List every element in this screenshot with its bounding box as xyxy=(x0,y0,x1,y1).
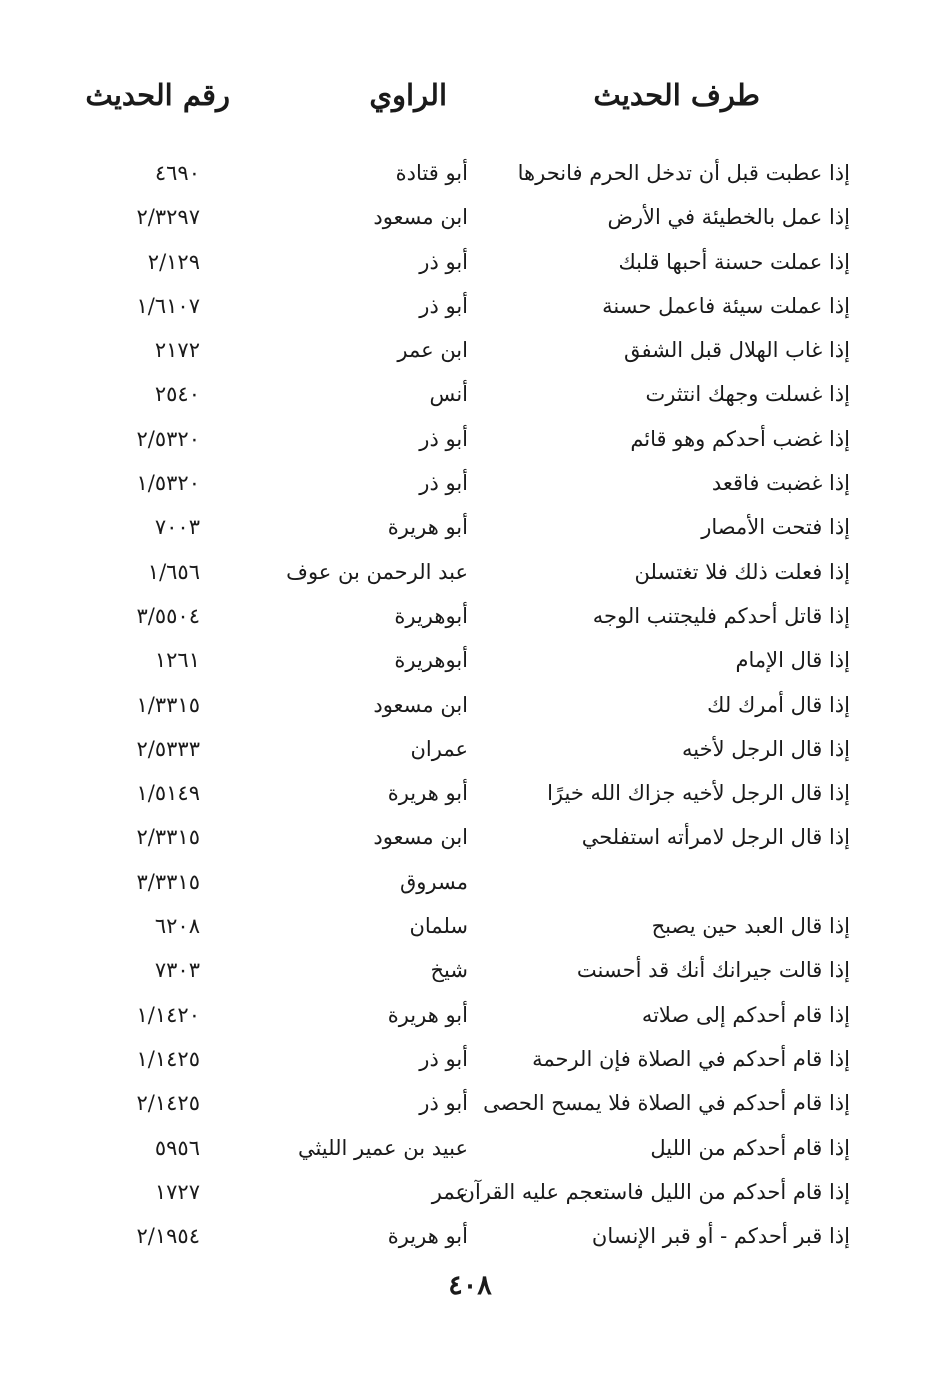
hadith-number: ٢/٣٣١٥ xyxy=(136,825,200,850)
hadith-start-text: إذا قال أمرك لك xyxy=(707,692,850,717)
hadith-number: ١٧٢٧ xyxy=(154,1179,200,1204)
narrator-name: أبو هريرة xyxy=(387,1224,468,1249)
table-row xyxy=(0,1129,940,1173)
narrator-name: أبو ذر xyxy=(419,426,468,451)
table-row xyxy=(0,553,940,597)
hadith-number: ٢/٣٢٩٧ xyxy=(136,205,200,230)
hadith-number: ١/١٤٢٠ xyxy=(136,1002,200,1027)
narrator-name: أبو ذر xyxy=(419,1046,468,1071)
narrator-name: أبوهريرة xyxy=(394,648,468,673)
table-row xyxy=(0,1084,940,1128)
table-row xyxy=(0,508,940,552)
narrator-name: أبوهريرة xyxy=(394,603,468,628)
narrator-name: شيخ xyxy=(430,958,468,983)
header-hadith-number: رقم الحديث xyxy=(85,78,230,112)
narrator-name: ابن عمر xyxy=(397,338,468,363)
hadith-start-text: إذا قالت جيرانك أنك قد أحسنت xyxy=(576,958,850,983)
hadith-start-text: إذا قام أحدكم إلى صلاته xyxy=(641,1002,850,1027)
hadith-start-text: إذا غاب الهلال قبل الشفق xyxy=(624,338,850,363)
hadith-start-text: إذا غضبت فاقعد xyxy=(711,471,850,496)
table-row xyxy=(0,420,940,464)
narrator-name: أبو ذر xyxy=(419,293,468,318)
table-row xyxy=(0,243,940,287)
hadith-number: ٢/١٤٢٥ xyxy=(136,1091,200,1116)
hadith-start-text: إذا قال الرجل لأخيه xyxy=(682,736,850,761)
hadith-number: ١/٦٥٦ xyxy=(147,559,200,584)
table-row xyxy=(0,818,940,862)
hadith-number: ٣/٣٣١٥ xyxy=(136,869,200,894)
hadith-start-text: إذا قام أحدكم في الصلاة فلا يمسح الحصى xyxy=(483,1091,850,1116)
table-row xyxy=(0,1173,940,1217)
table-row xyxy=(0,464,940,508)
narrator-name: ابن مسعود xyxy=(373,825,468,850)
hadith-number: ٥٩٥٦ xyxy=(154,1135,200,1160)
hadith-start-text: إذا عمل بالخطيئة في الأرض xyxy=(607,205,850,230)
hadith-start-text: إذا قال العبد حين يصبح xyxy=(651,914,850,939)
hadith-number: ١/٥١٤٩ xyxy=(136,781,200,806)
header-hadith-start: طرف الحديث xyxy=(593,78,760,112)
narrator-name: عمران xyxy=(410,736,468,761)
hadith-number: ٢/١٢٩ xyxy=(147,249,200,274)
narrator-name: أنس xyxy=(429,382,468,407)
narrator-name: أبو هريرة xyxy=(387,1002,468,1027)
hadith-start-text: إذا غسلت وجهك انتثرت xyxy=(645,382,850,407)
narrator-name: عمر xyxy=(431,1179,468,1204)
hadith-start-text: إذا عطبت قبل أن تدخل الحرم فانحرها xyxy=(517,161,850,185)
hadith-number: ٢١٧٢ xyxy=(154,338,200,363)
hadith-start-text: إذا قال الرجل لامرأته استفلحي xyxy=(581,825,850,850)
table-row xyxy=(0,375,940,419)
hadith-start-text: إذا فعلت ذلك فلا تغتسلن xyxy=(634,559,850,584)
hadith-number: ٢/١٩٥٤ xyxy=(136,1224,200,1249)
hadith-start-text: إذا عملت سيئة فاعمل حسنة xyxy=(602,293,850,318)
table-row xyxy=(0,331,940,375)
header-narrator: الراوي xyxy=(369,78,447,112)
table-row xyxy=(0,863,940,907)
table-row xyxy=(0,951,940,995)
narrator-name: ابن مسعود xyxy=(373,692,468,717)
hadith-number: ١/١٤٢٥ xyxy=(136,1046,200,1071)
table-row xyxy=(0,774,940,818)
table-header xyxy=(0,78,940,128)
narrator-name: أبو ذر xyxy=(419,249,468,274)
table-row xyxy=(0,996,940,1040)
table-row xyxy=(0,641,940,685)
hadith-start-text: إذا قام أحدكم من الليل xyxy=(650,1135,850,1160)
hadith-start-text: إذا عملت حسنة أحبها قلبك xyxy=(618,249,850,274)
hadith-number: ١/٦١٠٧ xyxy=(136,293,200,318)
hadith-number: ١٢٦١ xyxy=(154,648,200,673)
hadith-start-text: إذا قام أحدكم من الليل فاستعجم عليه القرآن xyxy=(459,1179,850,1204)
narrator-name: أبو قتادة xyxy=(395,161,468,185)
page-number: ٤٠٨ xyxy=(448,1270,492,1301)
narrator-name: مسروق xyxy=(399,869,468,894)
hadith-start-text: إذا قال الرجل لأخيه جزاك الله خيرًا xyxy=(547,781,850,806)
hadith-start-text: إذا قبر أحدكم - أو قبر الإنسان xyxy=(591,1224,850,1249)
hadith-start-text: إذا غضب أحدكم وهو قائم xyxy=(630,426,850,451)
hadith-start-text: إذا فتحت الأمصار xyxy=(701,515,850,540)
table-row xyxy=(0,597,940,641)
hadith-start-text: إذا قاتل أحدكم فليجتنب الوجه xyxy=(592,603,850,628)
table-row xyxy=(0,686,940,730)
narrator-name: أبو هريرة xyxy=(387,515,468,540)
hadith-number: ٢/٥٣٣٣ xyxy=(136,736,200,761)
table-row xyxy=(0,198,940,242)
hadith-number: ٧٠٠٣ xyxy=(154,515,200,540)
hadith-number: ٧٣٠٣ xyxy=(154,958,200,983)
hadith-start-text: إذا قال الإمام xyxy=(735,648,850,673)
hadith-number: ٦٢٠٨ xyxy=(154,914,200,939)
hadith-number: ٢/٥٣٢٠ xyxy=(136,426,200,451)
hadith-number: ١/٥٣٢٠ xyxy=(136,471,200,496)
hadith-start-text: إذا قام أحدكم في الصلاة فإن الرحمة xyxy=(532,1046,850,1071)
table-row xyxy=(0,154,940,198)
hadith-number: ١/٣٣١٥ xyxy=(136,692,200,717)
narrator-name: أبو ذر xyxy=(419,1091,468,1116)
narrator-name: عبيد بن عمير الليثي xyxy=(297,1135,468,1160)
narrator-name: ابن مسعود xyxy=(373,205,468,230)
narrator-name: عبد الرحمن بن عوف xyxy=(286,559,468,584)
table-row xyxy=(0,730,940,774)
hadith-number: ٣/٥٥٠٤ xyxy=(136,603,200,628)
table-row xyxy=(0,287,940,331)
narrator-name: أبو ذر xyxy=(419,471,468,496)
hadith-index-table xyxy=(0,154,940,1261)
table-row xyxy=(0,907,940,951)
hadith-number: ٤٦٩٠ xyxy=(154,161,200,185)
table-row xyxy=(0,1040,940,1084)
narrator-name: أبو هريرة xyxy=(387,781,468,806)
table-row xyxy=(0,1217,940,1261)
hadith-number: ٢٥٤٠ xyxy=(154,382,200,407)
narrator-name: سلمان xyxy=(409,914,468,939)
